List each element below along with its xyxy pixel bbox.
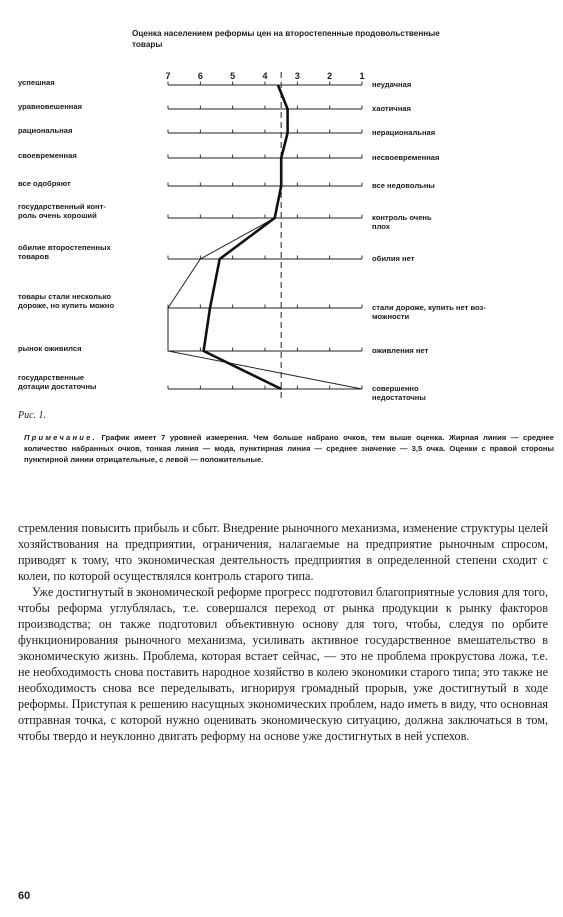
row-label-left: рынок оживился	[18, 344, 82, 353]
scale-number: 2	[327, 71, 333, 81]
figure-caption: Рис. 1.	[18, 410, 47, 421]
page-number: 60	[18, 890, 31, 902]
figure-note	[24, 432, 554, 465]
row-label-left: государственный конт- роль очень хороший	[18, 202, 106, 220]
row-label-right: стали дороже, купить нет воз- можности	[372, 303, 486, 321]
scale-number: 4	[262, 71, 268, 81]
body-text	[18, 520, 548, 744]
row-label-left: товары стали несколько дороже, но купить можно	[18, 292, 115, 310]
row-label-left: уравновешенная	[18, 102, 83, 111]
paragraph-2: Уже достигнутый в экономической реформе прогресс подготовил благоприятные условия для того, чтобы реформа углублялась, т.е. совершался переход от рынка продукции к рынку факторов производства; он также подготовил объективную основу для того, чтобы, следуя по орбите функционирования рыночного механизма, усиливать активное государственное вмешательство в экономическую жизнь. Проблема, которая встает сейчас, — это не проблема прокрустова ложа, т.е. не необходимость снова поставить народное хозяйство в колею экономики старого типа; это также не необходимость снова все переделывать, игнорируя громадный прорыв, уже достигнутый в ходе реформы. Приступая к решению насущных экономических проблем, надо иметь в виду, что основная отправная точка, с которой нужно оценивать экономическую ситуацию, должна заключаться в том, чтобы твердо и неуклонно двигать реформу на основе уже достигнутых в ней успехов.	[18, 585, 549, 743]
scale-number: 5	[230, 71, 236, 81]
note-heading: Примечание.	[24, 433, 97, 442]
row-label-right: нерациональная	[372, 128, 436, 137]
row-label-right: оживления нет	[372, 346, 429, 355]
row-label-left: обилие второстепенных товаров	[18, 243, 111, 261]
row-label-right: неудачная	[372, 80, 412, 89]
note-text: График имеет 7 уровней измерения. Чем больше набрано очков, тем выше оценка. Жирная линия — среднее количество набранных очков, тонкая линия — мода, пунктирная линия — среднее значение — 3,5 очка. Оценки с правой стороны пунктирной линии отрицательные, с левой — положительные.	[24, 433, 554, 464]
scale-number: 7	[165, 71, 171, 81]
scale-number: 1	[359, 71, 365, 81]
scale-number: 3	[294, 71, 300, 81]
row-label-left: рациональная	[18, 126, 73, 135]
row-label-right: обилия нет	[372, 254, 415, 263]
scale-number: 6	[197, 71, 203, 81]
row-label-left: все одобряют	[18, 179, 71, 188]
row-label-right: несвоевременная	[372, 153, 440, 162]
paragraph-1: стремления повысить прибыль и сбыт. Внедрение рыночного механизма, изменение структуры целей хозяйствования на предприятии, ограничения, налагаемые на предприятие рыночным спросом, приводят к тому, что экономическая деятельность предприятия в определенной степени сходит с колеи, по которой осуществлялся контроль старого типа.	[18, 521, 548, 583]
row-label-right: совершенно недостаточны	[372, 384, 426, 402]
mean-series-line	[204, 85, 288, 389]
row-label-left: своевременная	[18, 151, 77, 160]
row-label-left: государственные дотации достаточны	[18, 373, 97, 391]
figure-title: Оценка населением реформы цен на второстепенные продовольственные товары	[132, 29, 440, 49]
row-label-right: контроль очень плох	[372, 213, 432, 231]
row-label-left: успешная	[18, 78, 55, 87]
row-label-right: хаотичная	[372, 104, 411, 113]
row-label-right: все недовольны	[372, 181, 435, 190]
